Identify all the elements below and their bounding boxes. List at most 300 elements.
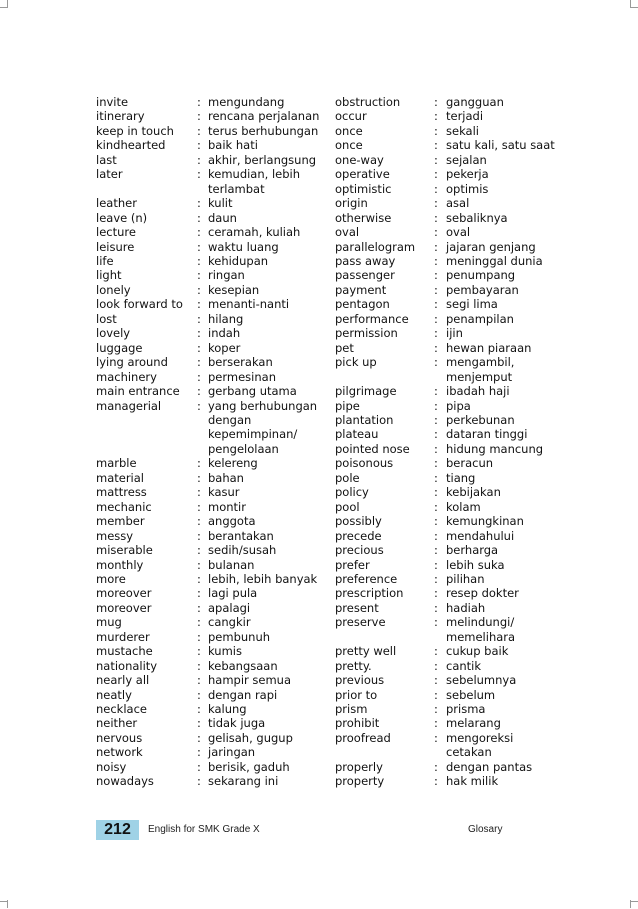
- glossary-meaning: permesinan: [208, 369, 276, 384]
- separator-colon: :: [434, 759, 438, 774]
- glossary-entry: [335, 760, 560, 774]
- glossary-meaning: hampir semua: [208, 673, 292, 688]
- separator-colon: :: [434, 412, 438, 427]
- glossary-meaning: cantik: [446, 658, 482, 673]
- glossary-term: pick up: [335, 355, 377, 370]
- glossary-term: mattress: [96, 485, 147, 500]
- glossary-meaning: terus berhubungan: [208, 123, 319, 138]
- glossary-entry: [96, 558, 332, 572]
- glossary-meaning: kebangsaan: [208, 658, 278, 673]
- glossary-entry: [96, 659, 332, 673]
- glossary-term: look forward to: [96, 297, 183, 312]
- glossary-meaning: menanti-nanti: [208, 297, 290, 312]
- glossary-entry: [335, 109, 560, 123]
- glossary-meaning: terlambat: [208, 181, 265, 196]
- separator-colon: :: [434, 600, 438, 615]
- glossary-term: once: [335, 138, 363, 153]
- glossary-entry: [96, 326, 332, 340]
- separator-colon: :: [197, 485, 201, 500]
- separator-colon: :: [197, 615, 201, 630]
- glossary-term: nationality: [96, 658, 158, 673]
- glossary-term: otherwise: [335, 210, 392, 225]
- glossary-entry: [96, 138, 332, 152]
- glossary-entry: [96, 731, 332, 745]
- separator-colon: :: [197, 239, 201, 254]
- glossary-term: oval: [335, 225, 360, 240]
- glossary-term: neatly: [96, 687, 132, 702]
- glossary-entry: [96, 586, 332, 600]
- separator-colon: :: [434, 311, 438, 326]
- glossary-entry: [96, 196, 332, 210]
- glossary-meaning: kemudian, lebih: [208, 167, 301, 182]
- glossary-term: noisy: [96, 759, 127, 774]
- separator-colon: :: [197, 658, 201, 673]
- glossary-term: invite: [96, 95, 129, 109]
- glossary-term: nowadays: [96, 774, 154, 789]
- glossary-meaning: jaringan: [208, 745, 256, 760]
- glossary-meaning: apalagi: [208, 600, 251, 615]
- glossary-entry: [335, 485, 560, 499]
- glossary-meaning: kolam: [446, 499, 481, 514]
- separator-colon: :: [434, 485, 438, 500]
- glossary-term: murderer: [96, 629, 150, 644]
- separator-colon: :: [434, 138, 438, 153]
- glossary-entry: [96, 774, 332, 788]
- glossary-meaning: cetakan: [446, 745, 492, 760]
- glossary-meaning: rencana perjalanan: [208, 109, 320, 124]
- glossary-term: origin: [335, 196, 368, 211]
- glossary-entry: [96, 399, 332, 457]
- separator-colon: :: [197, 514, 201, 529]
- separator-colon: :: [434, 181, 438, 196]
- separator-colon: :: [197, 745, 201, 760]
- glossary-meaning: sebelum: [446, 687, 496, 702]
- glossary-term: last: [96, 152, 117, 167]
- glossary-term: parallelogram: [335, 239, 416, 254]
- glossary-meaning: koper: [208, 340, 241, 355]
- glossary-term: poisonous: [335, 456, 394, 471]
- glossary-term: previous: [335, 673, 385, 688]
- glossary-term: keep in touch: [96, 123, 174, 138]
- glossary-entry: [335, 716, 560, 730]
- glossary-term: pet: [335, 340, 354, 355]
- separator-colon: :: [197, 716, 201, 731]
- glossary-meaning: ringan: [208, 268, 245, 283]
- glossary-term: nervous: [96, 730, 143, 745]
- glossary-entry: [96, 745, 332, 759]
- glossary-term: preserve: [335, 615, 386, 630]
- glossary-entry: [335, 211, 560, 225]
- glossary-meaning: lebih suka: [446, 557, 505, 572]
- separator-colon: :: [197, 355, 201, 370]
- glossary-meaning: resep dokter: [446, 586, 519, 601]
- glossary-term: one-way: [335, 152, 384, 167]
- glossary-meaning: kasur: [208, 485, 240, 500]
- glossary-entry: [335, 167, 560, 181]
- glossary-term: lost: [96, 311, 117, 326]
- separator-colon: :: [197, 600, 201, 615]
- glossary-meaning: cangkir: [208, 615, 251, 630]
- glossary-entry: [96, 716, 332, 730]
- glossary-entry: [335, 702, 560, 716]
- glossary-entry: [96, 225, 332, 239]
- glossary-entry: [96, 384, 332, 398]
- glossary-meaning: sekali: [446, 123, 479, 138]
- glossary-term: precede: [335, 528, 382, 543]
- separator-colon: :: [197, 543, 201, 558]
- separator-colon: :: [434, 239, 438, 254]
- separator-colon: :: [197, 282, 201, 297]
- glossary-meaning: kehidupan: [208, 253, 269, 268]
- glossary-term: main entrance: [96, 384, 180, 399]
- glossary-meaning: penampilan: [446, 311, 514, 326]
- glossary-meaning: menjemput: [446, 369, 513, 384]
- glossary-entry: [96, 283, 332, 297]
- glossary-entry: [96, 543, 332, 557]
- separator-colon: :: [197, 297, 201, 312]
- separator-colon: :: [434, 398, 438, 413]
- glossary-term: pilgrimage: [335, 384, 397, 399]
- glossary-entry: [335, 514, 560, 528]
- glossary-meaning: gerbang utama: [208, 384, 297, 399]
- glossary-term: lovely: [96, 326, 131, 341]
- glossary-term: nearly all: [96, 673, 150, 688]
- glossary-entry: [96, 240, 332, 254]
- separator-colon: :: [434, 586, 438, 601]
- glossary-term: permission: [335, 326, 398, 341]
- glossary-meaning: sedih/susah: [208, 543, 277, 558]
- glossary-meaning: pipa: [446, 398, 471, 413]
- separator-colon: :: [197, 268, 201, 283]
- glossary-entry: [335, 138, 560, 152]
- separator-colon: :: [197, 196, 201, 211]
- glossary-meaning: mengundang: [208, 95, 285, 109]
- glossary-term: moreover: [96, 600, 152, 615]
- glossary-term: policy: [335, 485, 369, 500]
- glossary-meaning: melarang: [446, 716, 501, 731]
- glossary-meaning: pekerja: [446, 167, 489, 182]
- glossary-meaning: pembunuh: [208, 629, 271, 644]
- separator-colon: :: [434, 774, 438, 789]
- glossary-meaning: anggota: [208, 514, 256, 529]
- separator-colon: :: [434, 658, 438, 673]
- glossary-meaning: satu kali, satu saat: [446, 138, 555, 153]
- glossary-meaning: hewan piaraan: [446, 340, 532, 355]
- glossary-meaning: mengambil,: [446, 355, 515, 370]
- glossary-term: prism: [335, 702, 368, 717]
- glossary-entry: [335, 240, 560, 254]
- crop-mark: [630, 901, 638, 902]
- glossary-entry: [335, 268, 560, 282]
- glossary-term: moreover: [96, 586, 152, 601]
- glossary-meaning: kumis: [208, 644, 242, 659]
- separator-colon: :: [197, 499, 201, 514]
- glossary-meaning: montir: [208, 499, 246, 514]
- glossary-term: once: [335, 123, 363, 138]
- glossary-entry: [335, 471, 560, 485]
- separator-colon: :: [197, 730, 201, 745]
- glossary-entry: [335, 659, 560, 673]
- separator-colon: :: [197, 210, 201, 225]
- glossary-term: pole: [335, 470, 360, 485]
- glossary-meaning: bahan: [208, 470, 244, 485]
- glossary-entry: [335, 529, 560, 543]
- glossary-entry: [335, 456, 560, 470]
- book-title: English for SMK Grade X: [148, 824, 260, 835]
- glossary-meaning: kemungkinan: [446, 514, 524, 529]
- separator-colon: :: [434, 499, 438, 514]
- separator-colon: :: [197, 456, 201, 471]
- glossary-meaning: prisma: [446, 702, 486, 717]
- separator-colon: :: [434, 167, 438, 182]
- glossary-entry: [96, 529, 332, 543]
- glossary-entry: [335, 644, 560, 658]
- glossary-meaning: cukup baik: [446, 644, 509, 659]
- separator-colon: :: [197, 326, 201, 341]
- crop-mark: [0, 901, 8, 902]
- crop-mark: [0, 7, 8, 8]
- glossary-term: mug: [96, 615, 122, 630]
- glossary-entry: [96, 601, 332, 615]
- glossary-term: leisure: [96, 239, 135, 254]
- glossary-entry: [96, 702, 332, 716]
- separator-colon: :: [434, 615, 438, 630]
- glossary-meaning: sekarang ini: [208, 774, 279, 789]
- glossary-right-column: [335, 95, 560, 789]
- glossary-entry: [335, 558, 560, 572]
- glossary-term: optimistic: [335, 181, 392, 196]
- glossary-term: plantation: [335, 412, 394, 427]
- glossary-meaning: ibadah haji: [446, 384, 510, 399]
- glossary-meaning: penumpang: [446, 268, 516, 283]
- glossary-entry: [335, 731, 560, 760]
- glossary-entry: [335, 355, 560, 384]
- separator-colon: :: [197, 152, 201, 167]
- separator-colon: :: [434, 109, 438, 124]
- glossary-entry: [96, 297, 332, 311]
- glossary-term: leave (n): [96, 210, 148, 225]
- separator-colon: :: [434, 673, 438, 688]
- glossary-meaning: yang berhubungan: [208, 398, 318, 413]
- separator-colon: :: [197, 644, 201, 659]
- glossary-meaning: dengan: [208, 412, 252, 427]
- glossary-entry: [96, 268, 332, 282]
- glossary-term: managerial: [96, 398, 162, 413]
- glossary-term: present: [335, 600, 379, 615]
- glossary-entry: [96, 630, 332, 644]
- glossary-entry: [96, 688, 332, 702]
- glossary-term: light: [96, 268, 122, 283]
- separator-colon: :: [434, 123, 438, 138]
- separator-colon: :: [197, 702, 201, 717]
- glossary-meaning: sebaliknya: [446, 210, 508, 225]
- glossary-term: machinery: [96, 369, 157, 384]
- glossary-entry: [96, 109, 332, 123]
- glossary-meaning: berantakan: [208, 528, 274, 543]
- glossary-entry: [335, 283, 560, 297]
- glossary-meaning: asal: [446, 196, 470, 211]
- separator-colon: :: [434, 441, 438, 456]
- glossary-meaning: akhir, berlangsung: [208, 152, 317, 167]
- glossary-entry: [96, 760, 332, 774]
- glossary-entry: [96, 370, 332, 384]
- glossary-term: proofread: [335, 730, 391, 745]
- separator-colon: :: [197, 138, 201, 153]
- glossary-term: plateau: [335, 427, 379, 442]
- separator-colon: :: [434, 716, 438, 731]
- glossary-entry: [335, 225, 560, 239]
- glossary-meaning: jajaran genjang: [446, 239, 536, 254]
- page-number: 212: [96, 820, 139, 840]
- glossary-term: prefer: [335, 557, 370, 572]
- glossary-term: more: [96, 571, 126, 586]
- glossary-meaning: lagi pula: [208, 586, 258, 601]
- glossary-term: luggage: [96, 340, 143, 355]
- separator-colon: :: [434, 644, 438, 659]
- glossary-meaning: terjadi: [446, 109, 484, 124]
- separator-colon: :: [434, 557, 438, 572]
- glossary-entry: [96, 485, 332, 499]
- glossary-entry: [335, 413, 560, 427]
- glossary-entry: [335, 688, 560, 702]
- glossary-term: pretty well: [335, 644, 397, 659]
- glossary-entry: [96, 95, 332, 109]
- glossary-entry: [96, 644, 332, 658]
- glossary-term: possibly: [335, 514, 382, 529]
- separator-colon: :: [197, 95, 201, 109]
- glossary-meaning: pembayaran: [446, 282, 519, 297]
- glossary-entry: [335, 427, 560, 441]
- glossary-entry: [335, 153, 560, 167]
- glossary-meaning: berharga: [446, 543, 499, 558]
- glossary-entry: [335, 572, 560, 586]
- glossary-meaning: sebelumnya: [446, 673, 517, 688]
- glossary-meaning: berserakan: [208, 355, 273, 370]
- glossary-term: lecture: [96, 225, 136, 240]
- glossary-term: kindhearted: [96, 138, 166, 153]
- separator-colon: :: [434, 702, 438, 717]
- separator-colon: :: [197, 571, 201, 586]
- separator-colon: :: [434, 210, 438, 225]
- glossary-term: network: [96, 745, 143, 760]
- glossary-term: messy: [96, 528, 134, 543]
- separator-colon: :: [434, 282, 438, 297]
- glossary-meaning: gelisah, gugup: [208, 730, 293, 745]
- glossary-term: member: [96, 514, 145, 529]
- glossary-meaning: hadiah: [446, 600, 486, 615]
- separator-colon: :: [434, 152, 438, 167]
- glossary-meaning: kepemimpinan/: [208, 427, 298, 442]
- glossary-entry: [335, 601, 560, 615]
- glossary-term: mustache: [96, 644, 153, 659]
- glossary-entry: [335, 442, 560, 456]
- glossary-entry: [96, 673, 332, 687]
- separator-colon: :: [197, 398, 201, 413]
- glossary-entry: [335, 615, 560, 644]
- glossary-term: itinerary: [96, 109, 145, 124]
- separator-colon: :: [434, 95, 438, 109]
- glossary-meaning: dengan rapi: [208, 687, 278, 702]
- glossary-entry: [96, 167, 332, 196]
- glossary-term: obstruction: [335, 95, 401, 109]
- separator-colon: :: [197, 253, 201, 268]
- glossary-entry: [335, 384, 560, 398]
- glossary-meaning: tidak juga: [208, 716, 266, 731]
- separator-colon: :: [434, 340, 438, 355]
- separator-colon: :: [197, 123, 201, 138]
- glossary-term: performance: [335, 311, 409, 326]
- glossary-term: miserable: [96, 543, 153, 558]
- separator-colon: :: [197, 109, 201, 124]
- glossary-meaning: bulanan: [208, 557, 255, 572]
- separator-colon: :: [197, 687, 201, 702]
- glossary-entry: [335, 399, 560, 413]
- glossary-entry: [96, 514, 332, 528]
- page-footer: [96, 820, 516, 840]
- separator-colon: :: [434, 571, 438, 586]
- glossary-entry: [96, 211, 332, 225]
- glossary-term: leather: [96, 196, 137, 211]
- glossary-meaning: hilang: [208, 311, 244, 326]
- glossary-meaning: kulit: [208, 196, 233, 211]
- glossary-entry: [335, 326, 560, 340]
- glossary-entry: [335, 297, 560, 311]
- glossary-term: prohibit: [335, 716, 380, 731]
- glossary-term: prescription: [335, 586, 404, 601]
- glossary-meaning: hak milik: [446, 774, 499, 789]
- section-title: Glosary: [468, 824, 503, 835]
- separator-colon: :: [197, 774, 201, 789]
- separator-colon: :: [197, 340, 201, 355]
- glossary-term: lonely: [96, 282, 131, 297]
- separator-colon: :: [197, 167, 201, 182]
- glossary-meaning: ijin: [446, 326, 463, 341]
- glossary-meaning: memelihara: [446, 629, 516, 644]
- glossary-meaning: kesepian: [208, 282, 260, 297]
- glossary-entry: [335, 774, 560, 788]
- glossary-meaning: meninggal dunia: [446, 253, 543, 268]
- separator-colon: :: [197, 470, 201, 485]
- glossary-meaning: melindungi/: [446, 615, 515, 630]
- glossary-term: property: [335, 774, 385, 789]
- glossary-entry: [96, 254, 332, 268]
- glossary-term: mechanic: [96, 499, 152, 514]
- glossary-entry: [335, 673, 560, 687]
- separator-colon: :: [434, 297, 438, 312]
- glossary-term: operative: [335, 167, 390, 182]
- glossary-entry: [96, 471, 332, 485]
- separator-colon: :: [197, 673, 201, 688]
- separator-colon: :: [434, 730, 438, 745]
- glossary-meaning: pengelolaan: [208, 441, 279, 456]
- glossary-meaning: hidung mancung: [446, 441, 544, 456]
- glossary-term: marble: [96, 456, 137, 471]
- separator-colon: :: [434, 268, 438, 283]
- separator-colon: :: [434, 196, 438, 211]
- separator-colon: :: [434, 355, 438, 370]
- glossary-meaning: pilihan: [446, 571, 485, 586]
- glossary-entry: [96, 312, 332, 326]
- glossary-term: pentagon: [335, 297, 390, 312]
- glossary-meaning: tiang: [446, 470, 476, 485]
- glossary-entry: [335, 196, 560, 210]
- glossary-meaning: baik hati: [208, 138, 258, 153]
- separator-colon: :: [434, 456, 438, 471]
- glossary-term: passenger: [335, 268, 395, 283]
- glossary-meaning: dengan pantas: [446, 759, 533, 774]
- separator-colon: :: [197, 384, 201, 399]
- glossary-meaning: lebih, lebih banyak: [208, 571, 318, 586]
